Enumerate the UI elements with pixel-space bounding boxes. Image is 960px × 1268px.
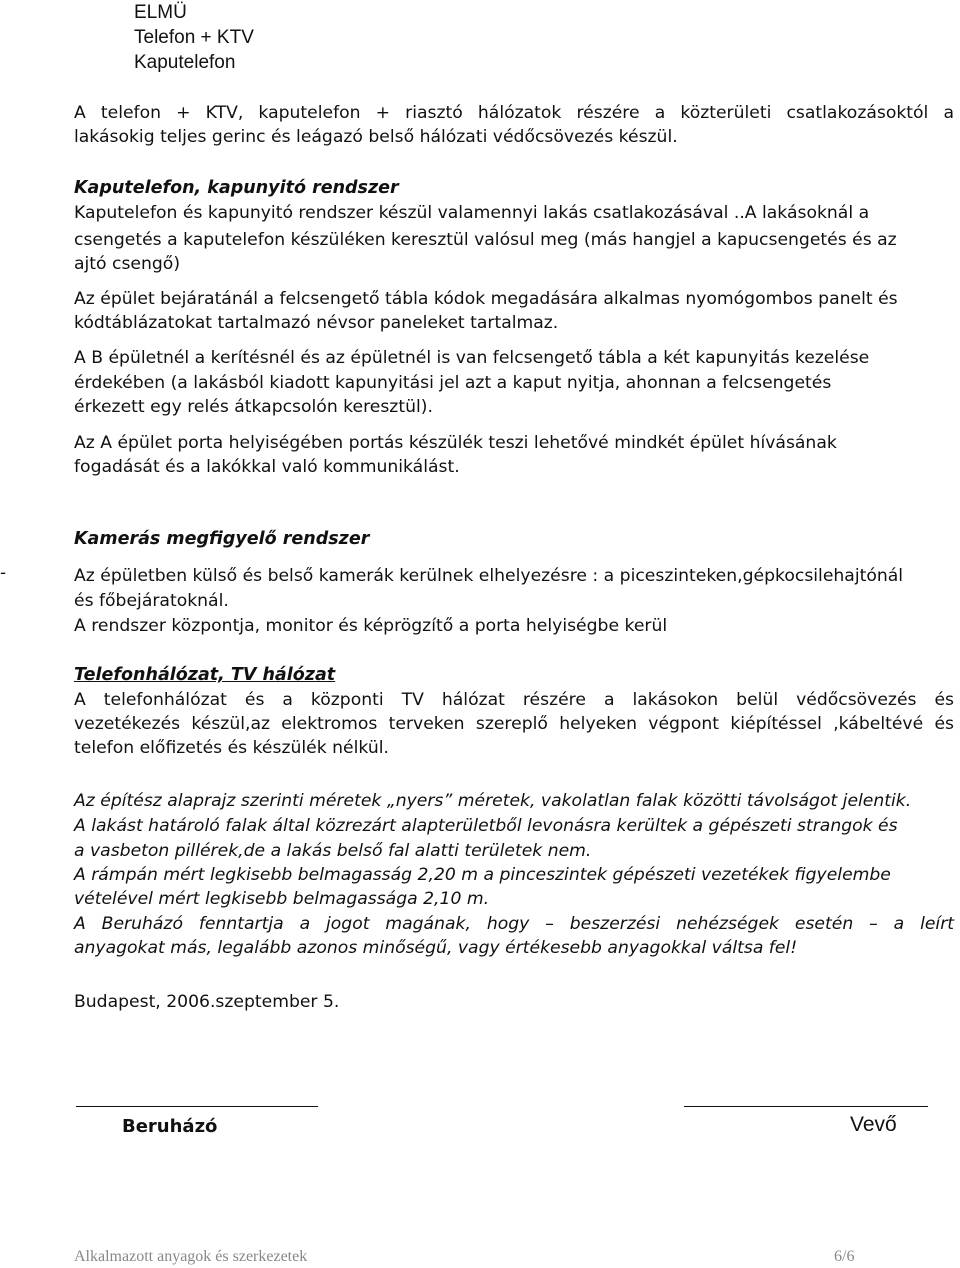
kamera-heading: Kamerás megfigyelő rendszer bbox=[74, 529, 370, 549]
intro-line-1: A telefon + KTV, kaputelefon + riasztó hálózatok részére a közterületi csatlakozásoktól a bbox=[74, 103, 954, 123]
signature-line-right bbox=[684, 1106, 928, 1107]
kaputelefon-p2-line-1: Az épület bejáratánál a felcsengető tábla kódok megadására alkalmas nyomógombos panelt és bbox=[74, 289, 898, 309]
kamera-line-2: és főbejáratoknál. bbox=[74, 591, 229, 611]
kaputelefon-p3-line-3: érkezett egy relés átkapcsolón keresztül). bbox=[74, 397, 433, 417]
signature-line-left bbox=[76, 1106, 318, 1107]
telefonhalozat-line-3: telefon előfizetés és készülék nélkül. bbox=[74, 738, 389, 758]
kaputelefon-heading: Kaputelefon, kapunyitó rendszer bbox=[74, 178, 399, 198]
header-line-2: Telefon + KTV bbox=[134, 27, 254, 48]
intro-line-2: lakásokig teljes gerinc és leágazó belső hálózati védőcsövezés készül. bbox=[74, 127, 678, 147]
telefonhalozat-heading: Telefonhálózat, TV hálózat bbox=[74, 665, 336, 685]
footer-title: Alkalmazott anyagok és szerkezetek bbox=[74, 1248, 308, 1265]
telefonhalozat-line-2: vezetékezés készül,az elektromos terveken szereplő helyeken végpont kiépítéssel ,kábeltévé és bbox=[74, 714, 954, 734]
note-line-4: A rámpán mért legkisebb belmagasság 2,20 m a pinceszintek gépészeti vezetékek figyelembe bbox=[74, 865, 891, 885]
telefonhalozat-line-1: A telefonhálózat és a központi TV hálózat részére a lakásokon belül védőcsövezés és bbox=[74, 690, 954, 710]
kaputelefon-p1-line-1: Kaputelefon és kapunyitó rendszer készül valamennyi lakás csatlakozásával ..A lakásoknál a bbox=[74, 203, 870, 223]
kaputelefon-p3-line-1: A B épületnél a kerítésnél és az épületnél is van felcsengető tábla a két kapunyitás kezelése bbox=[74, 348, 870, 368]
kaputelefon-p2-line-2: kódtáblázatokat tartalmazó névsor paneleket tartalmaz. bbox=[74, 313, 559, 333]
kaputelefon-p4-line-2: fogadását és a lakókkal való kommunikálást. bbox=[74, 457, 460, 477]
note-line-6: A Beruházó fenntartja a jogot magának, hogy – beszerzési nehézségek esetén – a leírt bbox=[74, 914, 954, 934]
header-line-1: ELMÜ bbox=[134, 2, 187, 23]
kamera-dash: - bbox=[0, 563, 7, 583]
note-line-1: Az építész alaprajz szerinti méretek „nyers” méretek, vakolatlan falak közötti távolságot jelentik. bbox=[74, 791, 912, 811]
kamera-line-1: Az épületben külső és belső kamerák kerülnek elhelyezésre : a piceszinteken,gépkocsilehajtónál bbox=[74, 566, 904, 586]
kaputelefon-p4-line-1: Az A épület porta helyiségében portás készülék teszi lehetővé mindkét épület hívásának bbox=[74, 433, 837, 453]
note-line-7: anyagokat más, legalább azonos minőségű, vagy értékesebb anyagokkal váltsa fel! bbox=[74, 938, 798, 958]
note-line-2: A lakást határoló falak által közrezárt alapterületből levonásra kerültek a gépészeti strangok és bbox=[74, 816, 898, 836]
signature-label-beruhazo: Beruházó bbox=[122, 1116, 218, 1137]
header-line-3: Kaputelefon bbox=[134, 52, 236, 73]
note-line-3: a vasbeton pillérek,de a lakás belső fal alatti területek nem. bbox=[74, 841, 592, 861]
note-line-5: vételével mért legkisebb belmagassága 2,10 m. bbox=[74, 889, 490, 909]
footer-page-number: 6/6 bbox=[834, 1248, 855, 1265]
kamera-line-3: A rendszer központja, monitor és képrögzítő a porta helyiségbe kerül bbox=[74, 616, 668, 636]
kaputelefon-p1-line-2: csengetés a kaputelefon készüléken keresztül valósul meg (más hangjel a kapucsengetés és az bbox=[74, 230, 897, 250]
signature-label-vevo: Vevő bbox=[850, 1113, 897, 1136]
kaputelefon-p3-line-2: érdekében (a lakásból kiadott kapunyitási jel azt a kaput nyitja, ahonnan a felcsengetés bbox=[74, 373, 832, 393]
kaputelefon-p1-line-3: ajtó csengő) bbox=[74, 254, 181, 274]
place-date: Budapest, 2006.szeptember 5. bbox=[74, 992, 340, 1012]
